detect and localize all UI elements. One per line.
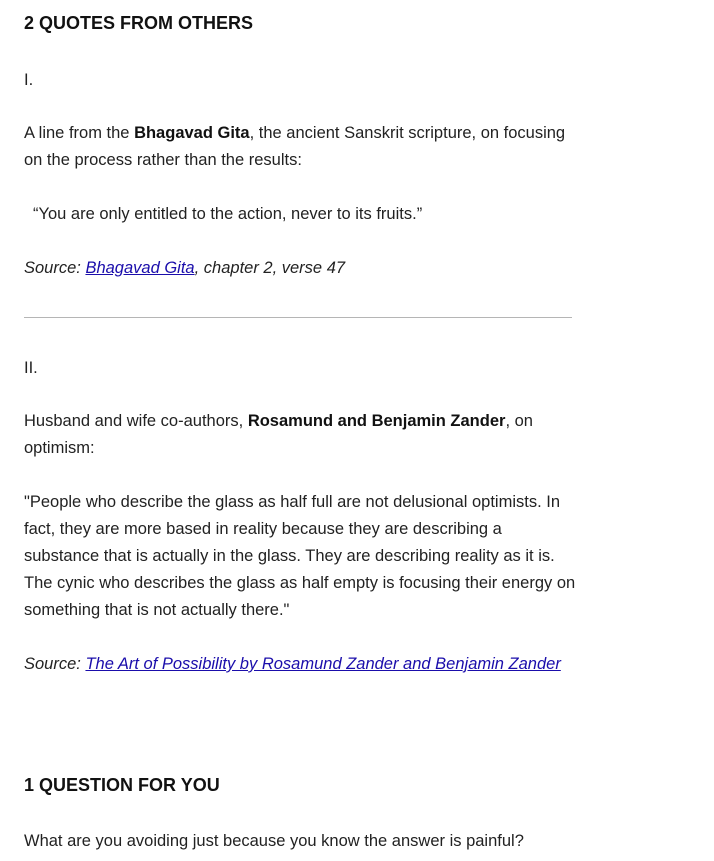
quote-1-author: Bhagavad Gita [134,124,250,142]
quote-1-source [24,255,579,282]
quote-1-source-after: , chapter 2, verse 47 [194,259,346,277]
quote-2-source-link[interactable]: The Art of Possibility by Rosamund Zander and Benjamin Zander [85,655,561,673]
quote-2-intro [24,408,579,462]
divider [24,317,572,318]
quote-2-source [24,651,579,678]
quote-1-number: I. [24,71,34,89]
quote-2-text: "People who describe the glass as half full are not delusional optimists. In fact, they are more based in reality because they are describing a substance that is actually in the glass. They are describing reality as it is. The cynic who describes the glass as half empty is focusing their energy on something that is not actually there." [24,493,576,619]
quote-1-intro-after: , the ancient Sanskrit scripture, on focusing on the process rather than the results: [24,124,566,169]
quote-1-source-label: Source: [24,259,86,277]
quote-1-text: “You are only entitled to the action, never to its fruits.” [33,205,423,223]
quote-2-number: II. [24,359,38,377]
quote-2-author: Rosamund and Benjamin Zander [247,412,506,430]
quotes-heading: 2 QUOTES FROM OTHERS [24,13,254,33]
quote-2-intro-after: , on optimism: [24,412,533,457]
question-heading: 1 QUESTION FOR YOU [24,775,220,795]
quote-2-intro-before: Husband and wife co-authors, [24,412,248,430]
quote-1-source-link[interactable]: Bhagavad Gita [85,259,195,277]
question-text: What are you avoiding just because you know the answer is painful? [24,832,524,850]
quote-2-source-label: Source: [24,655,86,673]
quote-1-intro [24,120,579,174]
quote-1-intro-before: A line from the [24,124,135,142]
